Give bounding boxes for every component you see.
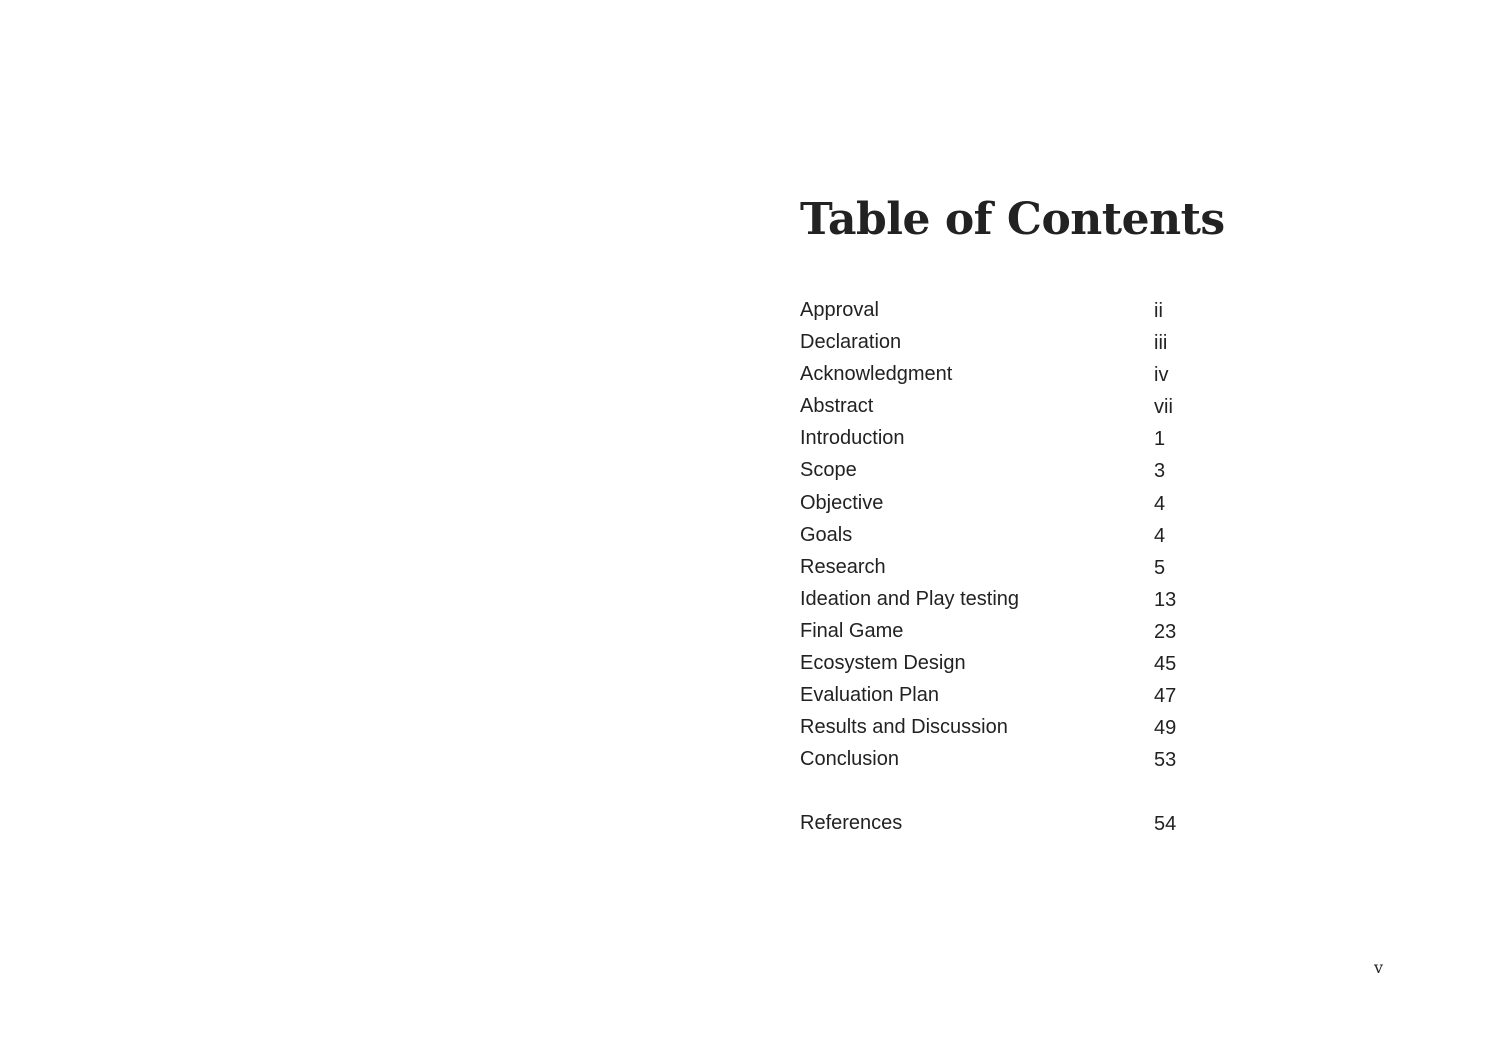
toc-list bbox=[800, 296, 1220, 842]
toc-entry-label: Declaration bbox=[800, 331, 902, 354]
toc-entry-page: 54 bbox=[1154, 813, 1177, 836]
toc-entry-page: 23 bbox=[1154, 620, 1177, 643]
toc-entry-page: 5 bbox=[1154, 556, 1166, 579]
toc-entry-page: vii bbox=[1154, 396, 1173, 419]
toc-entry-label: Goals bbox=[800, 523, 853, 546]
toc-entry-label: Research bbox=[800, 555, 886, 578]
toc-entry-label: Evaluation Plan bbox=[800, 684, 939, 707]
toc-entry-page: 53 bbox=[1154, 749, 1177, 772]
toc-entry-approval bbox=[800, 296, 1220, 328]
toc-entry-page: 3 bbox=[1154, 460, 1166, 483]
toc-entry-label: Objective bbox=[800, 491, 884, 514]
toc-entry-acknowledgment bbox=[800, 360, 1220, 392]
toc-entry-declaration bbox=[800, 328, 1220, 360]
toc-entry-label: Scope bbox=[800, 459, 857, 482]
toc-entry-page: iv bbox=[1154, 364, 1169, 387]
toc-entry-label: Ecosystem Design bbox=[800, 652, 966, 675]
toc-entry-page: 49 bbox=[1154, 717, 1177, 740]
toc-entry-label: Introduction bbox=[800, 427, 905, 450]
toc-entry-page: iii bbox=[1154, 332, 1168, 355]
page-title: Table of Contents bbox=[800, 194, 1225, 245]
toc-entry-label: References bbox=[800, 812, 903, 835]
toc-entry-page: 47 bbox=[1154, 685, 1177, 708]
toc-entry-label: Conclusion bbox=[800, 748, 899, 771]
toc-entry-references bbox=[800, 809, 1220, 841]
toc-entry-goals bbox=[800, 521, 1220, 553]
toc-entry-research bbox=[800, 553, 1220, 585]
toc-entry-evaluation-plan bbox=[800, 681, 1220, 713]
toc-entry-label: Results and Discussion bbox=[800, 716, 1008, 739]
toc-entry-conclusion bbox=[800, 745, 1220, 777]
page-number: v bbox=[1374, 958, 1384, 977]
toc-entry-page: 1 bbox=[1154, 428, 1166, 451]
toc-entry-scope bbox=[800, 456, 1220, 488]
toc-entry-final-game bbox=[800, 617, 1220, 649]
toc-entry-page: 45 bbox=[1154, 653, 1177, 676]
toc-entry-label: Acknowledgment bbox=[800, 363, 953, 386]
toc-entry-ecosystem-design bbox=[800, 649, 1220, 681]
toc-entry-introduction bbox=[800, 424, 1220, 456]
toc-entry-page: 4 bbox=[1154, 492, 1166, 515]
toc-entry-abstract bbox=[800, 392, 1220, 424]
toc-entry-label: Abstract bbox=[800, 395, 874, 418]
toc-entry-page: 13 bbox=[1154, 588, 1177, 611]
toc-entry-label: Ideation and Play testing bbox=[800, 587, 1020, 610]
toc-entry-label: Final Game bbox=[800, 619, 904, 642]
toc-entry-page: ii bbox=[1154, 300, 1163, 322]
toc-entry-page: 4 bbox=[1154, 524, 1166, 547]
toc-entry-results bbox=[800, 713, 1220, 745]
toc-entry-ideation bbox=[800, 585, 1220, 617]
toc-entry-label: Approval bbox=[800, 299, 879, 321]
toc-entry-objective bbox=[800, 489, 1220, 521]
